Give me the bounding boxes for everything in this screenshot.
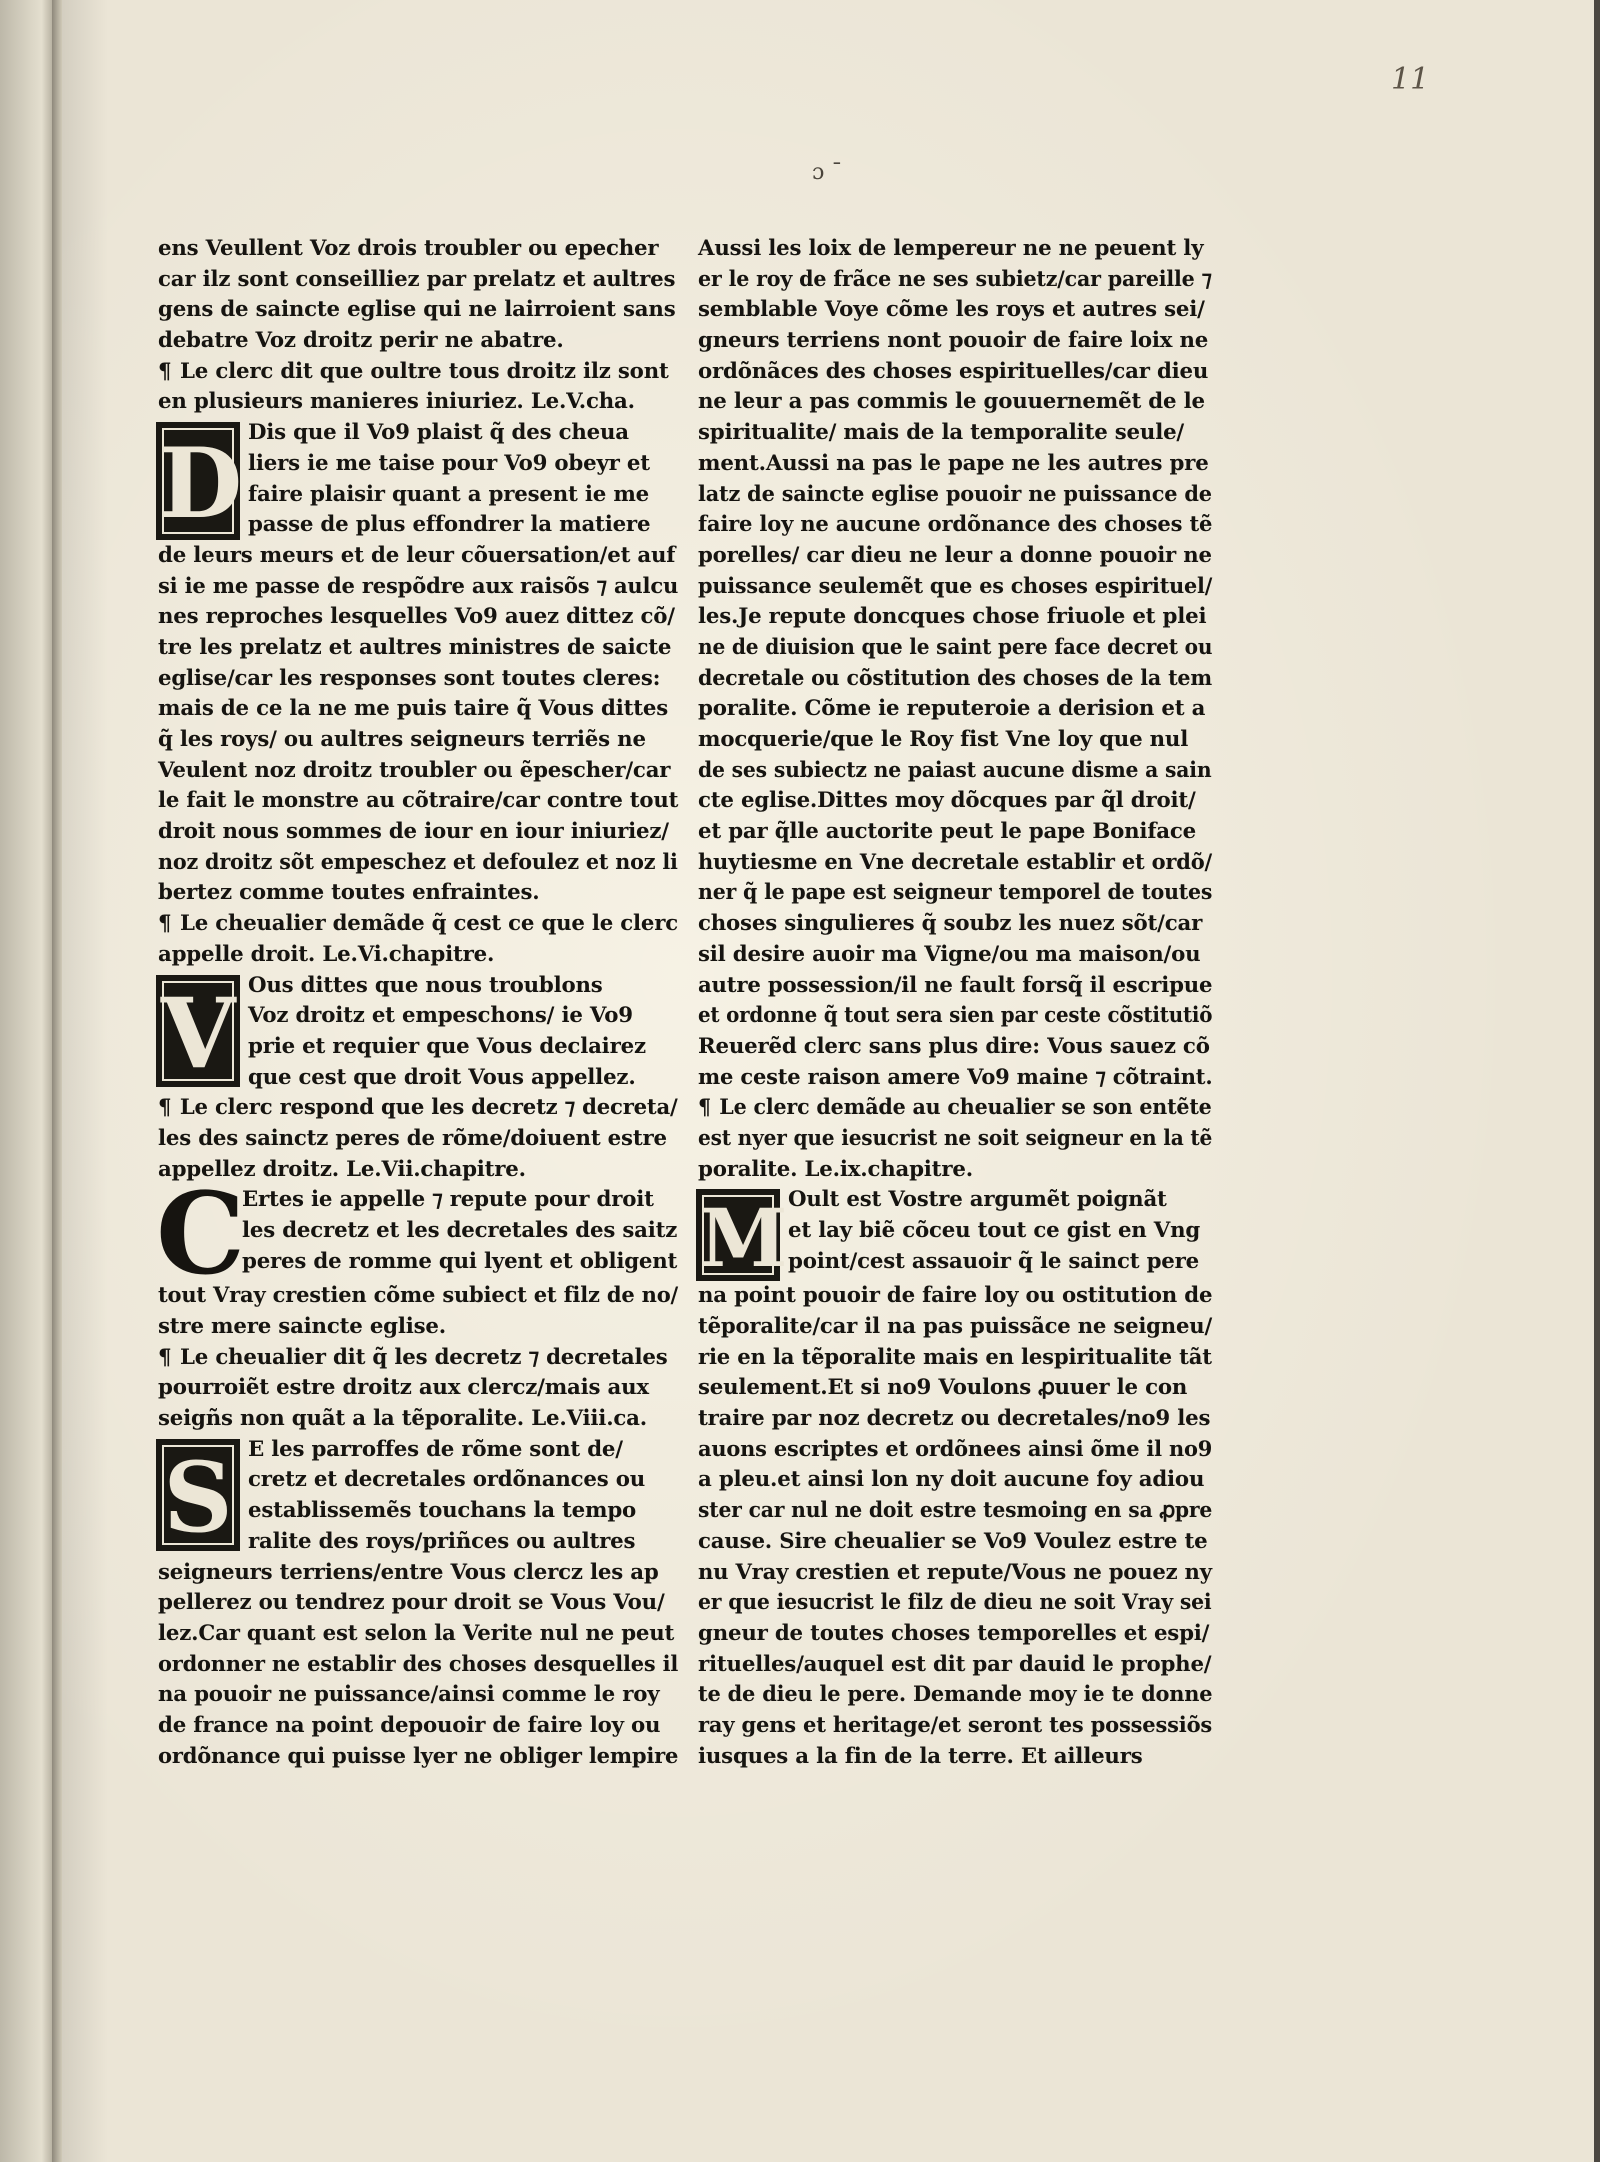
text-line: Reuerẽd clerc sans plus dire: Vous sauez cõ xyxy=(698,1033,1210,1059)
text-line: debatre Voz droitz perir ne abatre. xyxy=(158,328,564,354)
text-line: faire loy ne aucune ordõnance des choses tẽ xyxy=(698,512,1213,538)
text-line: que cest que droit Vous appellez. xyxy=(248,1064,636,1090)
text-line: stre mere saincte eglise. xyxy=(158,1314,446,1339)
text-line: Aussi les loix de lempereur ne ne peuent ly xyxy=(698,236,1204,261)
chapter-heading xyxy=(698,1093,1212,1185)
text-line: cte eglise.Dittes moy dõcques par q̃l droit/ xyxy=(698,788,1196,814)
signature-mark: ɔ ˉ xyxy=(812,160,843,185)
text-line: choses singulieres q̃ soubz les nuez sõt/car xyxy=(698,911,1203,937)
pilcrow-icon: ¶ xyxy=(698,1095,711,1121)
text-line: seulement.Et si no9 Voulons ꝓuuer le con xyxy=(698,1375,1188,1401)
text-line: E les parroffes de rõme sont de/ xyxy=(248,1436,623,1462)
heading-text: appellez droitz. Le.Vii.chapitre. xyxy=(158,1156,526,1182)
paragraph-with-initial xyxy=(158,1435,678,1773)
text-line: ster car nul ne doit estre tesmoing en sa ꝓpre xyxy=(698,1498,1213,1524)
text-line: autre possession/il ne fault forsq̃ il escripue xyxy=(698,972,1213,998)
text-line: pellerez ou tendrez pour droit se Vous Vou/ xyxy=(158,1590,665,1616)
text-line: semblable Voye cõme les roys et autres sei/ xyxy=(698,297,1205,323)
facing-page-edge xyxy=(0,0,52,2162)
text-line: car ilz sont conseilliez par prelatz et aultres xyxy=(158,266,676,292)
decorated-initial-v: V xyxy=(156,975,240,1087)
text-line: droit nous sommes de iour en iour iniuriez/ xyxy=(158,819,669,845)
text-line: faire plaisir quant a present ie me xyxy=(248,481,650,507)
folio-number: 11 xyxy=(1391,62,1430,97)
text-line: Ous dittes que nous troublons xyxy=(248,972,603,998)
heading-text: poralite. Le.ix.chapitre. xyxy=(698,1156,973,1182)
text-line: et ordonne q̃ tout sera sien par ceste cõstitutiõ xyxy=(698,1003,1213,1029)
text-line: gneur de toutes choses temporelles et espi/ xyxy=(698,1620,1210,1646)
text-line: poralite. Cõme ie reputeroie a derision et a xyxy=(698,696,1206,722)
text-line: auons escriptes et ordõnees ainsi õme il no9 xyxy=(698,1436,1213,1462)
text-line: liers ie me taise pour Vo9 obeyr et xyxy=(248,450,650,476)
pilcrow-icon: ¶ xyxy=(158,1095,172,1121)
chapter-heading xyxy=(158,1093,678,1185)
text-line: ens Veullent Voz drois troubler ou epecher xyxy=(158,236,659,261)
chapter-heading xyxy=(158,1343,678,1435)
text-line: ray gens et heritage/et seront tes possessiõs xyxy=(698,1712,1213,1738)
text-line: establissemẽs touchans la tempo xyxy=(248,1498,637,1524)
text-line: er que iesucrist le filz de dieu ne soit Vray sei xyxy=(698,1590,1212,1616)
text-line: de leurs meurs et de leur cõuersation/et auf xyxy=(158,542,676,568)
text-line: le fait le monstre au cõtraire/car contre tout xyxy=(158,788,679,814)
pilcrow-icon: ¶ xyxy=(158,358,172,384)
heading-text: en plusieurs manieres iniuriez. Le.V.cha. xyxy=(158,389,635,415)
text-line: tẽporalite/car il na pas puissãce ne seigneu/ xyxy=(698,1314,1212,1339)
paragraph-with-initial xyxy=(698,1185,1212,1772)
right-text-column xyxy=(698,234,1212,1772)
text-line: seigneurs terriens/entre Vous clercz les ap xyxy=(158,1559,659,1585)
text-line: te de dieu le pere. Demande moy ie te donne xyxy=(698,1682,1213,1708)
text-line: Ertes ie appelle ⁊ repute pour droit xyxy=(242,1187,654,1213)
text-line: q̃ les roys/ ou aultres seigneurs terriẽs ne xyxy=(158,727,646,752)
text-line: Voz droitz et empeschons/ ie Vo9 xyxy=(248,1003,633,1029)
text-line: ment.Aussi na pas le pape ne les autres pre xyxy=(698,450,1209,476)
decorated-initial-m: M xyxy=(696,1189,780,1281)
text-line: traire par noz decretz ou decretales/no9 les xyxy=(698,1406,1211,1432)
pilcrow-icon: ¶ xyxy=(158,1344,172,1370)
pilcrow-icon: ¶ xyxy=(158,911,172,937)
text-line: ner q̃ le pape est seigneur temporel de toutes xyxy=(698,880,1213,906)
text-line: gneurs terriens nont pouoir de faire loix ne xyxy=(698,328,1209,354)
text-line: sil desire auoir ma Vigne/ou ma maison/ou xyxy=(698,941,1201,967)
text-line: passe de plus effondrer la matiere xyxy=(248,512,651,538)
text-line: latz de saincte eglise pouoir ne puissance de xyxy=(698,481,1212,507)
text-line: lez.Car quant est selon la Verite nul ne peut xyxy=(158,1620,675,1646)
text-line: prie et requier que Vous declairez xyxy=(248,1033,646,1059)
text-line: cause. Sire cheualier se Vo9 Voulez estre te xyxy=(698,1528,1208,1554)
chapter-heading xyxy=(158,909,678,970)
text-line: de ses subiectz ne paiast aucune disme a sain xyxy=(698,757,1212,783)
heading-text: les des sainctz peres de rõme/doiuent estre xyxy=(158,1125,667,1151)
text-line: Veulent noz droitz troubler ou ẽpescher/car xyxy=(158,757,671,783)
text-line: si ie me passe de respõdre aux raisõs ⁊ aulcu xyxy=(158,573,679,599)
text-line: ordõnance qui puisse lyer ne obliger lempire xyxy=(158,1743,679,1769)
text-line: les.Je repute doncques chose friuole et plei xyxy=(698,604,1207,630)
text-line: decretale ou cõstitution des choses de la tem xyxy=(698,665,1212,691)
paragraph xyxy=(698,234,1212,1093)
text-line: na pouoir ne puissance/ainsi comme le roy xyxy=(158,1682,660,1708)
text-line: ne leur a pas commis le gouuernemẽt de le xyxy=(698,389,1205,415)
text-line: er le roy de frãce ne ses subietz/car pareille ⁊ xyxy=(698,266,1212,292)
text-line: rituelles/auquel est dit par dauid le prophe/ xyxy=(698,1651,1212,1677)
text-line: de france na point depouoir de faire loy ou xyxy=(158,1712,661,1738)
text-line: et lay biẽ cõceu tout ce gist en Vng xyxy=(788,1218,1201,1243)
heading-text: pourroiẽt estre droitz aux clercz/mais aux xyxy=(158,1375,649,1401)
text-line: les decretz et les decretales des saitz xyxy=(242,1218,678,1243)
initial-c: C xyxy=(156,1169,245,1301)
paragraph xyxy=(158,234,678,357)
heading-text: Le cheualier demãde q̃ cest ce que le clerc xyxy=(179,911,678,937)
text-line: mocquerie/que le Roy fist Vne loy que nul xyxy=(698,727,1189,752)
text-line: bertez comme toutes enfraintes. xyxy=(158,880,540,906)
decorated-initial-s: S xyxy=(156,1439,240,1551)
text-line: me ceste raison amere Vo9 maine ⁊ cõtraint. xyxy=(698,1064,1213,1090)
heading-text: est nyer que iesucrist ne soit seigneur en la tẽ xyxy=(698,1125,1213,1151)
text-line: peres de romme qui lyent et obligent xyxy=(242,1248,678,1274)
heading-text: Le clerc respond que les decretz ⁊ decreta/ xyxy=(179,1095,678,1121)
text-line: iusques a la fin de la terre. Et ailleurs xyxy=(698,1743,1143,1769)
text-line: rie en la tẽporalite mais en lespiritualite tãt xyxy=(698,1344,1212,1370)
text-line: nu Vray crestien et repute/Vous ne pouez ny xyxy=(698,1559,1212,1585)
text-line: mais de ce la ne me puis taire q̃ Vous dittes xyxy=(158,696,669,722)
paragraph-with-initial xyxy=(158,418,678,909)
text-line: Dis que il Vo9 plaist q̃ des cheua xyxy=(248,420,629,446)
text-line: ne de diuision que le saint pere face decret ou xyxy=(698,634,1213,660)
paragraph-with-initial xyxy=(158,971,678,1094)
text-line: noz droitz sõt empeschez et defoulez et noz li xyxy=(158,849,678,875)
heading-text: Le clerc dit que oultre tous droitz ilz sont xyxy=(180,358,669,384)
heading-text: Le cheualier dit q̃ les decretz ⁊ decretales xyxy=(180,1344,668,1370)
heading-text: appelle droit. Le.Vi.chapitre. xyxy=(158,941,495,967)
text-line: tre les prelatz et aultres ministres de saicte xyxy=(158,634,672,660)
text-line: nes reproches lesquelles Vo9 auez dittez cõ/ xyxy=(158,604,675,630)
text-line: ralite des roys/priñces ou aultres xyxy=(248,1528,636,1554)
text-line: Oult est Vostre argumẽt poignãt xyxy=(788,1187,1167,1213)
text-line: tout Vray crestien cõme subiect et filz de no/ xyxy=(158,1283,679,1309)
text-line: eglise/car les responses sont toutes cleres: xyxy=(158,665,661,691)
left-text-column xyxy=(158,234,678,1772)
text-line: huytiesme en Vne decretale establir et ordõ/ xyxy=(698,849,1212,875)
decorated-initial-d: D xyxy=(156,422,240,540)
book-gutter xyxy=(52,0,62,2162)
heading-text: seigñs non quãt a la tẽporalite. Le.Viii.ca. xyxy=(158,1406,647,1432)
chapter-heading xyxy=(158,357,678,418)
text-line: puissance seulemẽt que es choses espirituel/ xyxy=(698,573,1213,599)
heading-text: Le clerc demãde au cheualier se son entẽte xyxy=(719,1095,1212,1121)
text-line: et par q̃lle auctorite peut le pape Boniface xyxy=(698,819,1197,845)
text-line: na point pouoir de faire loy ou ostitution de xyxy=(698,1283,1213,1309)
page-edge-shadow xyxy=(1594,0,1600,2162)
text-line: a pleu.et ainsi lon ny doit aucune foy adiou xyxy=(698,1467,1205,1493)
text-line: porelles/ car dieu ne leur a donne pouoir ne xyxy=(698,542,1212,568)
text-line: cretz et decretales ordõnances ou xyxy=(248,1467,646,1493)
text-line: spiritualite/ mais de la temporalite seule/ xyxy=(698,420,1185,446)
text-line: ordonner ne establir des choses desquelles il xyxy=(158,1651,679,1677)
text-line: point/cest assauoir q̃ le sainct pere xyxy=(788,1248,1199,1274)
text-line: gens de saincte eglise qui ne lairroient sans xyxy=(158,297,676,323)
text-line: ordõnãces des choses espirituelles/car dieu xyxy=(698,358,1209,384)
